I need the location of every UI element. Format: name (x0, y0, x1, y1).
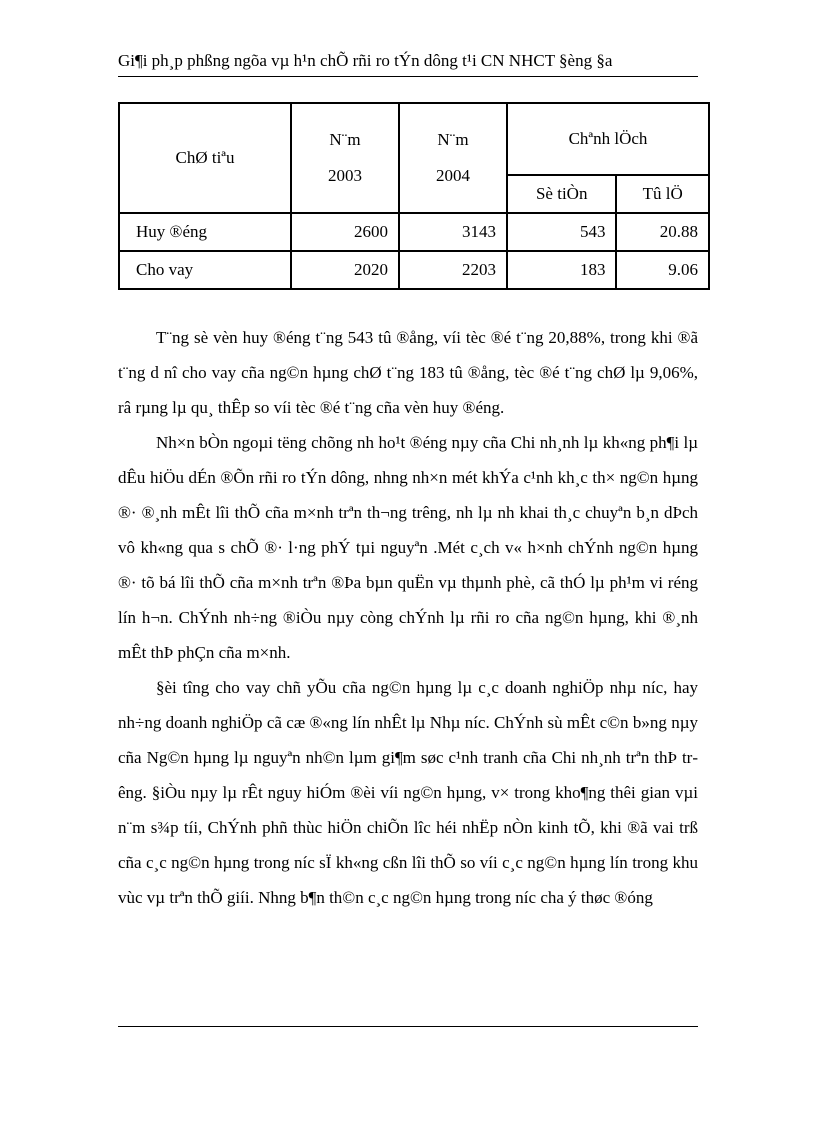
cell-2003: 2020 (291, 251, 399, 289)
header-tyle: Tû lÖ (616, 175, 709, 213)
header-chenhlech: Chªnh lÖch (507, 103, 709, 175)
cell-2003: 2600 (291, 213, 399, 251)
body-text (118, 320, 698, 915)
header-year-2003-value: 2003 (328, 166, 362, 185)
header-sotien: Sè tiÒn (507, 175, 616, 213)
comparison-table (118, 102, 710, 290)
table-row (119, 251, 709, 289)
header-year-2004 (399, 103, 507, 213)
cell-tyle: 9.06 (616, 251, 709, 289)
header-year-2003-label: N¨m (329, 130, 361, 149)
cell-sotien: 183 (507, 251, 616, 289)
paragraph: §èi tîng cho vay chñ yÕu cña ng©n hµng lµ c¸c doanh nghiÖp nhµ níc, hay nh÷ng doanh nghiÖp cã cæ ®«ng lín nhÊt lµ Nhµ níc. ChÝnh sù mÊt c©n b»ng nµy cña Ng©n hµng lµ nguyªn nh©n lµm gi¶m søc c¹nh tranh cña Chi nh¸nh trªn thÞ trêng. §iÒu nµy lµ rÊt nguy hiÓm ®èi víi ng©n hµng, v× trong kho¶ng thêi gian vµi n¨m s¾p tíi, ChÝnh phñ thùc hiÖn chiÕn lîc héi nhËp nÒn kinh tÕ, khi ®ã vai trß cña c¸c ng©n hµng trong níc sÏ kh«ng cßn lîi thÕ so víi c¸c ng©n hµng lín trong khu vùc vµ trªn thÕ giíi. Nhng b¶n th©n c¸c ng©n hµng trong níc cha ý thøc ®óng (118, 678, 698, 907)
paragraph: T¨ng sè vèn huy ®éng t¨ng 543 tû ®ång, víi tèc ®é t¨ng 20,88%, trong khi ®ã t¨ng d nî cho vay cña ng©n hµng chØ t¨ng 183 tû ®ång, tèc ®é t¨ng chØ lµ 9,06%, râ rµng lµ qu¸ thÊp so víi tèc ®é t¨ng cña vèn huy ®éng. (118, 328, 698, 417)
header-year-2004-label: N¨m (437, 130, 469, 149)
paragraph: Nh×n bÒn ngoµi tëng chõng nh ho¹t ®éng nµy cña Chi nh¸nh lµ kh«ng ph¶i lµ dÊu hiÖu dÉn ®Õn rñi ro tÝn dông, nhng nh×n mét khÝa c¹nh kh¸c th× ng©n hµng ®· ®¸nh mÊt lîi thÕ cña m×nh trªn th¬ng trêng, nh lµ nh khai th¸c chuyªn b¸n dÞch vô kh«ng qua s chÕ ®· l·ng phÝ tµi nguyªn .Mét c¸ch v« h×nh chÝnh ng©n hµng ®· tõ bá lîi thÕ cña m×nh trªn ®Þa bµn quËn vµ thµnh phè, cã thÓ lµ ph¹m vi réng lín h¬n. ChÝnh nh÷ng ®iÒu nµy còng chÝnh lµ rñi ro cña ng©n hµng, khi ®¸nh mÊt thÞ phÇn cña m×nh. (118, 433, 698, 662)
cell-2004: 2203 (399, 251, 507, 289)
header-chitieu: ChØ tiªu (119, 103, 291, 213)
row-label: Cho vay (119, 251, 291, 289)
cell-sotien: 543 (507, 213, 616, 251)
header-year-2004-value: 2004 (436, 166, 470, 185)
footer-divider (118, 1026, 698, 1027)
row-label: Huy ®éng (119, 213, 291, 251)
cell-2004: 3143 (399, 213, 507, 251)
cell-tyle: 20.88 (616, 213, 709, 251)
table-row (119, 213, 709, 251)
page-header: Gi¶i ph¸p phßng ngõa vµ h¹n chÕ rñi ro tÝn dông t¹i CN NHCT §èng §a (118, 50, 698, 77)
header-year-2003 (291, 103, 399, 213)
